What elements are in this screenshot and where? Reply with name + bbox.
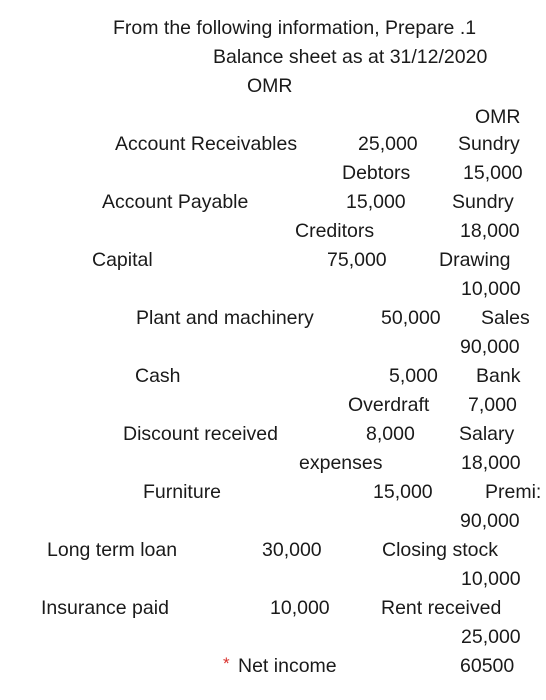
value-account-receivables: 25,000 <box>358 133 418 155</box>
label-net-income: Net income <box>238 655 337 677</box>
value-rent-received: 25,000 <box>461 626 521 648</box>
value-premises: 90,000 <box>460 510 520 532</box>
label-premises: Premi: <box>485 481 542 503</box>
label-insurance-paid: Insurance paid <box>41 597 169 619</box>
label-sundry-debtors-part2: Debtors <box>342 162 411 184</box>
label-rent-received: Rent received <box>381 597 502 619</box>
value-closing-stock: 10,000 <box>461 568 521 590</box>
label-furniture: Furniture <box>143 481 222 503</box>
value-sundry-debtors: 15,000 <box>463 162 523 184</box>
value-insurance-paid: 10,000 <box>270 597 330 619</box>
label-closing-stock: Closing stock <box>382 539 498 561</box>
value-capital: 75,000 <box>327 249 387 271</box>
column-header-omr: OMR <box>475 106 521 128</box>
value-long-term-loan: 30,000 <box>262 539 322 561</box>
value-sundry-creditors: 18,000 <box>460 220 520 242</box>
label-discount-received: Discount received <box>123 423 278 445</box>
heading-currency: OMR <box>247 75 293 97</box>
value-plant-and-machinery: 50,000 <box>381 307 441 329</box>
label-sundry-creditors-part2: Creditors <box>295 220 375 242</box>
net-income-asterisk-marker: * <box>223 654 230 673</box>
label-drawing: Drawing <box>439 249 511 271</box>
label-long-term-loan: Long term loan <box>47 539 178 561</box>
label-account-receivables: Account Receivables <box>115 133 298 155</box>
value-net-income: 60500 <box>460 655 515 677</box>
label-bank-overdraft-part1: Bank <box>476 365 521 387</box>
label-cash: Cash <box>135 365 181 387</box>
label-plant-and-machinery: Plant and machinery <box>136 307 314 329</box>
value-furniture: 15,000 <box>373 481 433 503</box>
label-bank-overdraft-part2: Overdraft <box>348 394 430 416</box>
value-drawing: 10,000 <box>461 278 521 300</box>
value-salary-expenses: 18,000 <box>461 452 521 474</box>
heading-line-2: Balance sheet as at 31/12/2020 <box>213 46 488 68</box>
label-salary-expenses-part1: Salary <box>459 423 515 445</box>
value-discount-received: 8,000 <box>366 423 415 445</box>
value-bank-overdraft: 7,000 <box>468 394 517 416</box>
label-sundry-creditors-part1: Sundry <box>452 191 514 213</box>
label-account-payable: Account Payable <box>102 191 249 213</box>
label-capital: Capital <box>92 249 153 271</box>
heading-line-1: From the following information, Prepare .1 <box>113 17 477 39</box>
label-sundry-debtors-part1: Sundry <box>458 133 520 155</box>
value-account-payable: 15,000 <box>346 191 406 213</box>
value-sales: 90,000 <box>460 336 520 358</box>
label-salary-expenses-part2: expenses <box>299 452 383 474</box>
value-cash: 5,000 <box>389 365 438 387</box>
label-sales: Sales <box>481 307 530 329</box>
